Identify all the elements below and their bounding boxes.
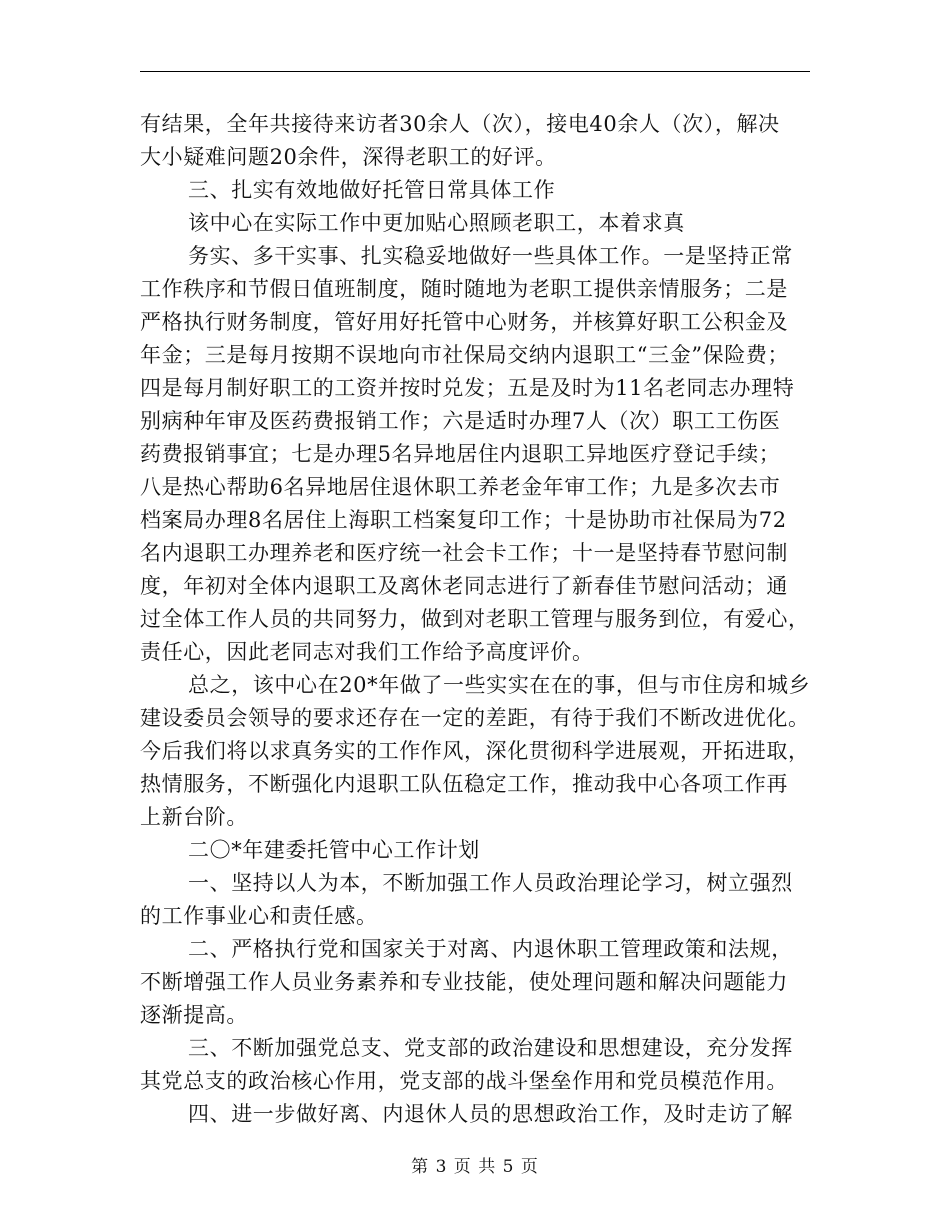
text-line: 大小疑难问题20余件，深得老职工的好评。 — [140, 145, 557, 169]
text-line: 严格执行财务制度，管好用好托管中心财务，并核算好职工公积金及 — [140, 310, 788, 334]
document-body — [140, 108, 820, 1131]
text-line: 二、严格执行党和国家关于对离、内退休职工管理政策和法规， — [188, 937, 793, 961]
text-line: 今后我们将以求真务实的工作作风，深化贯彻科学进展观，开拓进取， — [140, 739, 810, 763]
text-line: 三、不断加强党总支、党支部的政治建设和思想建设，充分发挥 — [188, 1036, 793, 1060]
text-line: 四、进一步做好离、内退休人员的思想政治工作，及时走访了解 — [188, 1102, 793, 1126]
text-line: 四是每月制好职工的工资并按时兑发；五是及时为11名老同志办理特 — [140, 376, 795, 400]
text-line: 逐渐提高。 — [140, 1003, 248, 1027]
text-line: 不断增强工作人员业务素养和专业技能，使处理问题和解决问题能力 — [140, 970, 788, 994]
text-line: 药费报销事宜；七是办理5名异地居住内退职工异地医疗登记手续； — [140, 442, 781, 466]
text-line: 建设委员会领导的要求还存在一定的差距，有待于我们不断改进优化。 — [140, 706, 810, 730]
text-line: 别病种年审及医药费报销工作；六是适时办理7人（次）职工工伤医 — [140, 409, 781, 433]
page-footer: 第 3 页 共 5 页 — [411, 1157, 539, 1177]
text-line: 有结果，全年共接待来访者30余人（次），接电40余人（次），解决 — [140, 112, 780, 136]
text-line: 度，年初对全体内退职工及离休老同志进行了新春佳节慰问活动；通 — [140, 574, 788, 598]
text-line: 档案局办理8名居住上海职工档案复印工作；十是协助市社保局为72 — [140, 508, 787, 532]
text-line: 务实、多干实事、扎实稳妥地做好一些具体工作。一是坚持正常 — [188, 244, 793, 268]
text-line: 的工作事业心和责任感。 — [140, 904, 378, 928]
text-line: 二〇*年建委托管中心工作计划 — [188, 838, 480, 862]
header-rule — [140, 71, 810, 72]
text-line: 工作秩序和节假日值班制度，随时随地为老职工提供亲情服务；二是 — [140, 277, 788, 301]
text-line: 该中心在实际工作中更加贴心照顾老职工，本着求真 — [188, 211, 685, 235]
text-line: 热情服务，不断强化内退职工队伍稳定工作，推动我中心各项工作再 — [140, 772, 788, 796]
text-line: 责任心，因此老同志对我们工作给予高度评价。 — [140, 640, 594, 664]
text-line: 其党总支的政治核心作用，党支部的战斗堡垒作用和党员模范作用。 — [140, 1069, 788, 1093]
text-line: 一、坚持以人为本，不断加强工作人员政治理论学习，树立强烈 — [188, 871, 793, 895]
text-line: 三、扎实有效地做好托管日常具体工作 — [188, 178, 556, 202]
text-line: 年金；三是每月按期不误地向市社保局交纳内退职工“三金”保险费； — [140, 343, 790, 367]
text-line: 名内退职工办理养老和医疗统一社会卡工作；十一是坚持春节慰问制 — [140, 541, 788, 565]
text-line: 八是热心帮助6名异地居住退休职工养老金年审工作；九是多次去市 — [140, 475, 781, 499]
text-line: 总之，该中心在20*年做了一些实实在在的事，但与市住房和城乡 — [188, 673, 811, 697]
text-line: 过全体工作人员的共同努力，做到对老职工管理与服务到位，有爱心， — [140, 607, 810, 631]
text-line: 上新台阶。 — [140, 805, 248, 829]
